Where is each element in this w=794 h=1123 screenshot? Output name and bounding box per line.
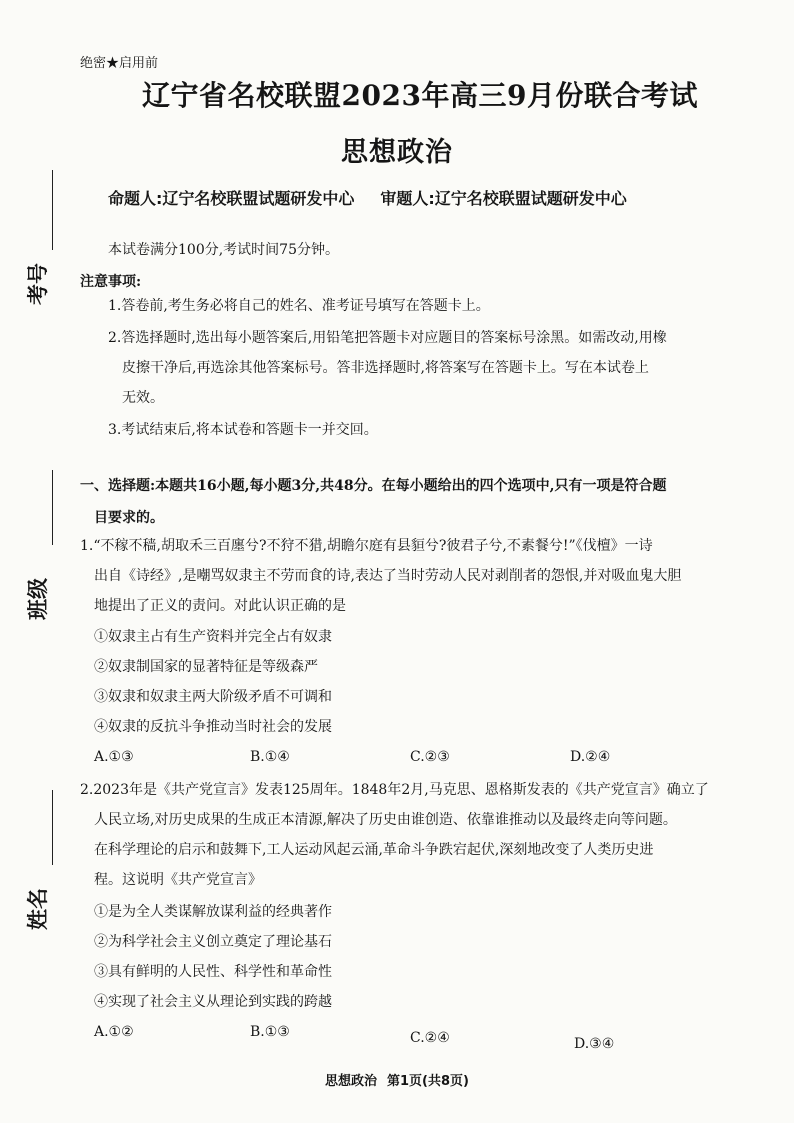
q1-statement: ②奴隶制国家的显著特征是等级森严 [94, 659, 318, 675]
notice-item: 皮擦干净后,再选涂其他答案标号。答非选择题时,将答案写在答题卡上。写在本试卷上 [122, 360, 649, 376]
q2-statement: ①是为全人类谋解放谋利益的经典著作 [94, 904, 332, 920]
q1-option-d[interactable]: D.②④ [570, 749, 611, 765]
q2-statement: ②为科学社会主义创立奠定了理论基石 [94, 934, 332, 950]
page-footer [0, 1070, 794, 1089]
reviewer: 审题人:辽宁名校联盟试题研发中心 [380, 189, 627, 208]
q2-statement: ③具有鲜明的人民性、科学性和革命性 [94, 964, 332, 980]
q2-option-d[interactable]: D.③④ [574, 1036, 615, 1052]
footer-page-number: 第1页(共8页) [387, 1074, 469, 1089]
class-label: 班级 [26, 578, 50, 620]
exam-title: 辽宁省名校联盟2023年高三9月份联合考试 [142, 79, 698, 112]
q1-option-a[interactable]: A.①③ [94, 749, 134, 765]
q2-stem: 程。这说明《共产党宣言》 [94, 872, 262, 888]
notice-item: 1.答卷前,考生务必将自己的姓名、准考证号填写在答题卡上。 [108, 298, 490, 314]
authors-line [108, 186, 627, 209]
q1-option-c[interactable]: C.②③ [410, 749, 450, 765]
q2-option-b[interactable]: B.①③ [250, 1024, 290, 1040]
class-line [52, 470, 53, 545]
author: 命题人:辽宁名校联盟试题研发中心 [108, 189, 355, 208]
class-field [22, 470, 62, 630]
name-label: 姓名 [26, 888, 50, 930]
q1-stem: 出自《诗经》,是嘲骂奴隶主不劳而食的诗,表达了当时劳动人民对剥削者的怨恨,并对吸血鬼大胆 [94, 568, 682, 584]
q2-stem: 人民立场,对历史成果的生成正本清源,解决了历史由谁创造、依靠谁推动以及最终走向等问题。 [94, 812, 677, 828]
subject-title: 思想政治 [341, 137, 453, 168]
notice-item: 3.考试结束后,将本试卷和答题卡一并交回。 [108, 422, 378, 438]
q1-option-b[interactable]: B.①④ [250, 749, 290, 765]
exam-number-line [52, 170, 53, 250]
q1-stem: 1.“不稼不穑,胡取禾三百廛兮?不狩不猎,胡瞻尔庭有县貆兮?彼君子兮,不素餐兮!”《伐檀》一诗 [80, 538, 653, 554]
exam-number-label: 考号 [26, 263, 50, 305]
q1-statement: ①奴隶主占有生产资料并完全占有奴隶 [94, 629, 332, 645]
q1-stem: 地提出了正义的责问。对此认识正确的是 [94, 598, 346, 614]
notice-heading: 注意事项: [80, 274, 142, 290]
exam-info: 本试卷满分100分,考试时间75分钟。 [108, 242, 339, 258]
name-line [52, 790, 53, 865]
q1-statement: ④奴隶的反抗斗争推动当时社会的发展 [94, 719, 332, 735]
q2-stem: 2.2023年是《共产党宣言》发表125周年。1848年2月,马克思、恩格斯发表的《共产党宣言》确立了 [80, 782, 709, 798]
section-heading-cont: 目要求的。 [94, 510, 164, 526]
q2-stem: 在科学理论的启示和鼓舞下,工人运动风起云涌,革命斗争跌宕起伏,深刻地改变了人类历史进 [94, 842, 654, 858]
section-heading: 一、选择题:本题共16小题,每小题3分,共48分。在每小题给出的四个选项中,只有一项是符合题 [80, 478, 667, 494]
q2-option-c[interactable]: C.②④ [410, 1030, 450, 1046]
q2-option-a[interactable]: A.①② [94, 1024, 134, 1040]
confidential-mark: 绝密★启用前 [80, 56, 159, 71]
notice-item: 无效。 [122, 390, 164, 406]
exam-number-field [22, 170, 62, 310]
q2-statement: ④实现了社会主义从理论到实践的跨越 [94, 994, 332, 1010]
name-field [22, 790, 62, 940]
q1-statement: ③奴隶和奴隶主两大阶级矛盾不可调和 [94, 689, 332, 705]
footer-subject: 思想政治 [325, 1074, 378, 1089]
notice-item: 2.答选择题时,选出每小题答案后,用铅笔把答题卡对应题目的答案标号涂黑。如需改动,用橡 [108, 330, 667, 346]
